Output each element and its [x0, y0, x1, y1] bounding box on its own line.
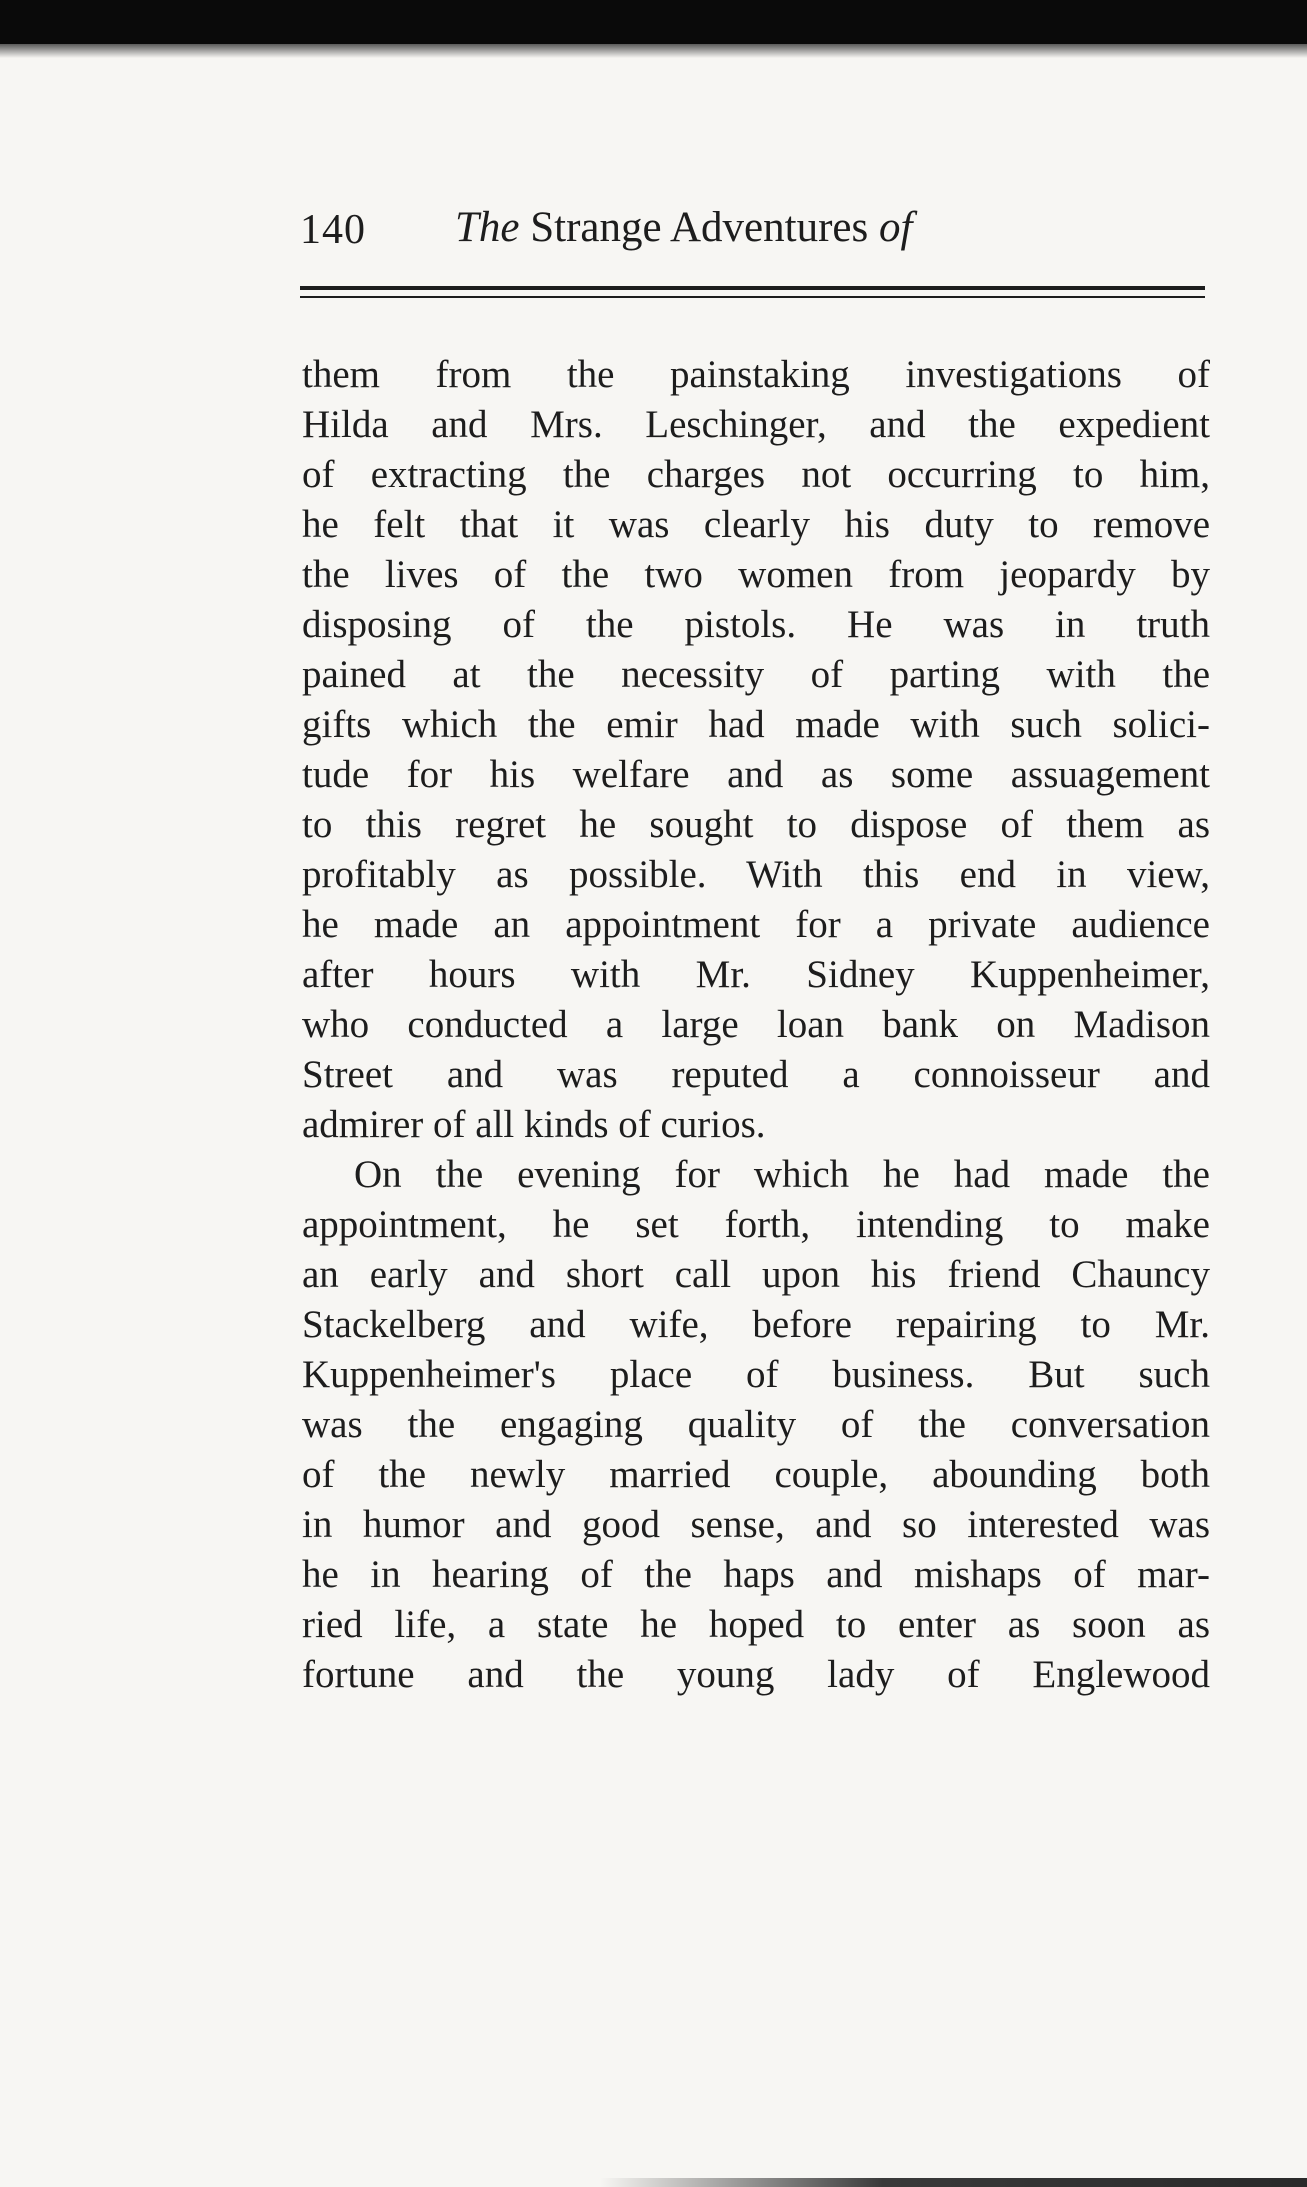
text-line: Hilda and Mrs. Leschinger, and the expedient — [302, 403, 1210, 446]
text-line: he made an appointment for a private audience — [302, 903, 1210, 946]
running-title-prefix: The — [455, 204, 520, 251]
text-line: tude for his welfare and as some assuagement — [302, 753, 1210, 796]
scan-bottom-edge — [600, 2178, 1307, 2187]
header-rule-thin — [300, 296, 1205, 298]
running-title-suffix: of — [878, 204, 913, 251]
text-line: of extracting the charges not occurring to him, — [302, 453, 1210, 496]
text-line: gifts which the emir had made with such solici- — [302, 703, 1210, 746]
body-text — [302, 350, 1210, 1700]
text-line: who conducted a large loan bank on Madison — [302, 1003, 1210, 1046]
text-line: of the newly married couple, abounding both — [302, 1453, 1210, 1496]
text-line: he in hearing of the haps and mishaps of mar- — [302, 1553, 1210, 1596]
text-line: fortune and the young lady of Englewood — [302, 1653, 1210, 1696]
text-line: pained at the necessity of parting with the — [302, 653, 1210, 696]
text-line: he felt that it was clearly his duty to remove — [302, 503, 1210, 546]
text-line: Kuppenheimer's place of business. But such — [302, 1353, 1210, 1396]
text-line: Street and was reputed a connoisseur and — [302, 1053, 1210, 1096]
text-line: disposing of the pistols. He was in truth — [302, 603, 1210, 646]
header-rule-thick — [300, 286, 1205, 290]
scan-top-shadow — [0, 44, 1307, 58]
text-line: appointment, he set forth, intending to make — [302, 1203, 1210, 1246]
running-title — [455, 198, 912, 258]
text-line: in humor and good sense, and so interested was — [302, 1503, 1210, 1546]
scan-top-edge — [0, 0, 1307, 44]
text-line: ried life, a state he hoped to enter as soon as — [302, 1603, 1210, 1646]
text-line: after hours with Mr. Sidney Kuppenheimer, — [302, 953, 1210, 996]
running-title-main: Strange Adventures — [530, 204, 869, 251]
text-line: was the engaging quality of the conversation — [302, 1403, 1210, 1446]
page-number: 140 — [300, 207, 366, 253]
text-line: the lives of the two women from jeopardy by — [302, 553, 1210, 596]
text-line: an early and short call upon his friend Chauncy — [302, 1253, 1210, 1296]
text-line: profitably as possible. With this end in view, — [302, 853, 1210, 896]
text-line: them from the painstaking investigations of — [302, 353, 1210, 396]
text-line: Stackelberg and wife, before repairing to Mr. — [302, 1303, 1210, 1346]
paragraph-end-line: admirer of all kinds of curios. — [302, 1103, 766, 1146]
text-line: to this regret he sought to dispose of them as — [302, 803, 1210, 846]
paragraph-start-line: On the evening for which he had made the — [354, 1153, 1210, 1196]
